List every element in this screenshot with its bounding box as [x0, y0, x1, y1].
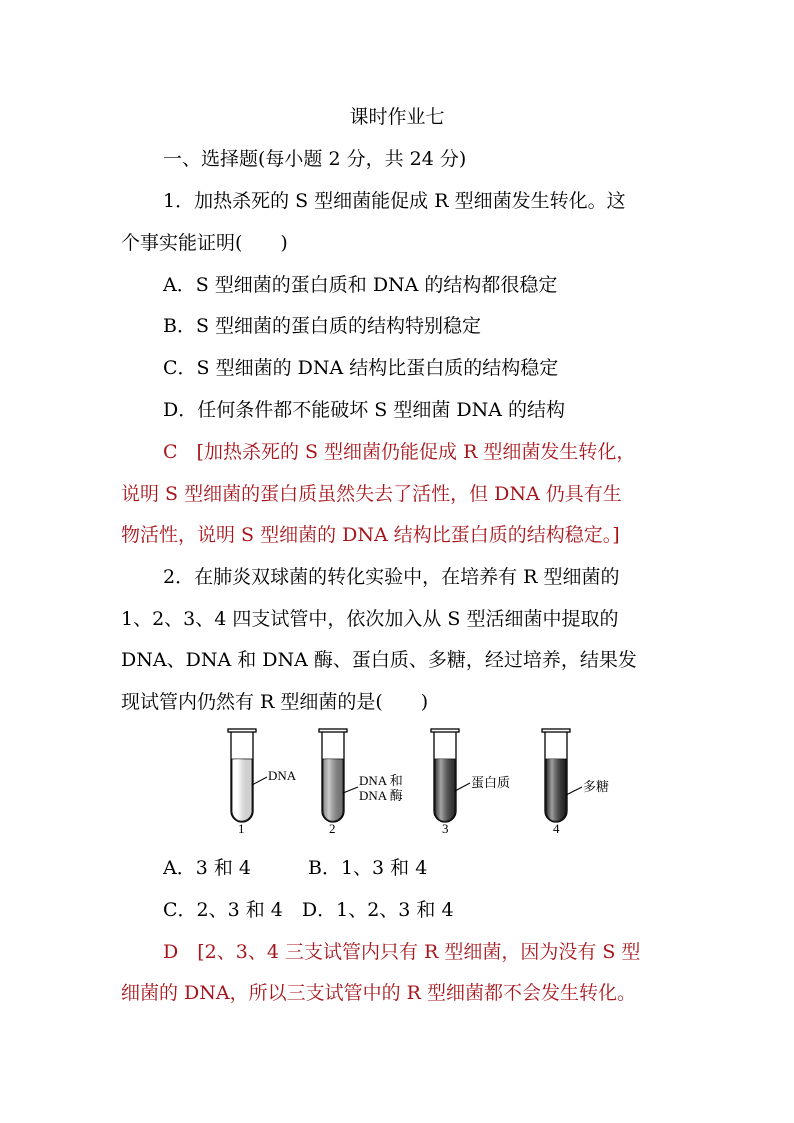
test-tube-figure: [212, 725, 632, 840]
q1-answer-line2: 说明 S 型细菌的蛋白质虽然失去了活性，但 DNA 仍具有生: [121, 483, 622, 505]
test-tube-2: [319, 729, 403, 836]
tube-4-label: 多糖: [583, 779, 610, 794]
q2-stem-line3: DNA、DNA 和 DNA 酶、蛋白质、多糖，经过培养，结果发: [121, 649, 637, 671]
tube-2-label-line2: DNA 酶: [359, 788, 403, 803]
q2-options-row1: A．3 和 4 B．1、3 和 4: [163, 857, 428, 879]
tube-3-number: 3: [442, 821, 449, 836]
q2-stem-line2: 1、2、3、4 四支试管中，依次加入从 S 型活细菌中提取的: [121, 608, 619, 630]
q1-stem-line1: 1．加热杀死的 S 型细菌能促成 R 型细菌发生转化。这: [163, 190, 626, 212]
q1-option-a: A．S 型细菌的蛋白质和 DNA 的结构都很稳定: [163, 274, 558, 296]
q2-stem-line1: 2．在肺炎双球菌的转化实验中，在培养有 R 型细菌的: [163, 566, 620, 588]
q1-answer-line1: C [加热杀死的 S 型细菌仍能促成 R 型细菌发生转化，: [163, 441, 636, 463]
q1-option-b: B．S 型细菌的蛋白质的结构特别稳定: [163, 315, 482, 337]
tube-1-label: DNA: [268, 768, 297, 783]
section-heading: 一、选择题(每小题 2 分，共 24 分): [163, 148, 467, 170]
tube-1-number: 1: [238, 821, 245, 836]
test-tube-3: [431, 729, 510, 836]
q2-options-row2: C．2、3 和 4 D．1、2、3 和 4: [163, 899, 454, 921]
page-title: 课时作业七: [349, 106, 445, 128]
tube-2-number: 2: [329, 821, 336, 836]
q2-answer-line2: 细菌的 DNA，所以三支试管中的 R 型细菌都不会发生转化。: [121, 982, 637, 1004]
q2-stem-line4: 现试管内仍然有 R 型细菌的是( ): [121, 691, 429, 713]
q1-stem-line2: 个事实能证明( ): [121, 232, 288, 254]
q1-answer-line3: 物活性，说明 S 型细菌的 DNA 结构比蛋白质的结构稳定。]: [121, 524, 620, 546]
tube-4-number: 4: [553, 821, 560, 836]
q1-option-d: D．任何条件都不能破坏 S 型细菌 DNA 的结构: [163, 399, 565, 421]
test-tube-4: [542, 729, 609, 836]
q1-option-c: C．S 型细菌的 DNA 结构比蛋白质的结构稳定: [163, 357, 559, 379]
tube-3-label: 蛋白质: [471, 775, 511, 790]
tube-2-label-line1: DNA 和: [359, 773, 403, 788]
q2-answer-line1: D [2、3、4 三支试管内只有 R 型细菌，因为没有 S 型: [163, 941, 641, 963]
test-tube-1: [228, 729, 297, 836]
